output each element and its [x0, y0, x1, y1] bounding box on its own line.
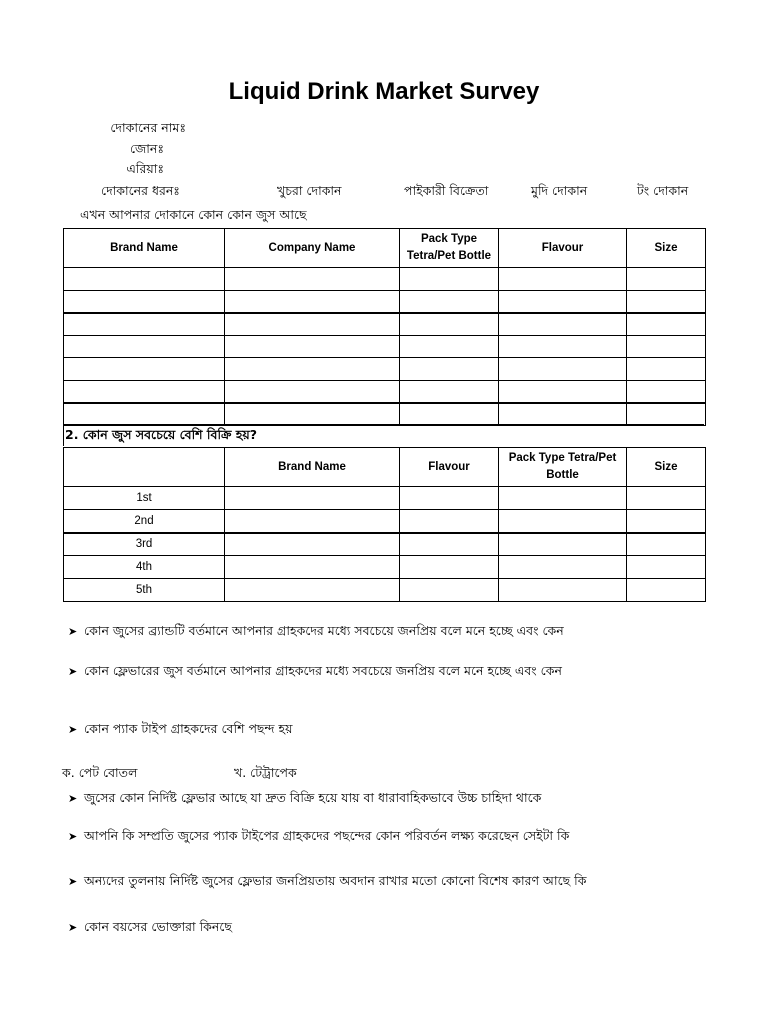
col-brand-name: Brand Name	[225, 448, 400, 487]
shop-type-label: দোকানের ধরনঃ	[101, 183, 180, 198]
rank-cell: 4th	[64, 556, 225, 579]
area-label: এরিয়াঃ	[126, 161, 164, 176]
col-pack-type-line2: Tetra/Pet Bottle	[406, 250, 492, 262]
table-row	[64, 510, 706, 533]
zone-label: জোনঃ	[129, 141, 164, 156]
shop-name-label: দোকানের নামঃ	[110, 120, 186, 135]
company-name-cell[interactable]	[225, 313, 400, 336]
col-flavour: Flavour	[499, 229, 627, 268]
pack-type-cell[interactable]	[400, 336, 499, 358]
col-rank	[64, 448, 225, 487]
col-pack-type	[499, 448, 627, 487]
arrow-bullet-icon: ➤	[68, 792, 78, 805]
col-pack-type-line1: Pack Type	[420, 233, 478, 245]
brand-name-cell[interactable]	[225, 579, 400, 602]
col-size: Size	[627, 229, 706, 268]
brand-name-cell[interactable]	[64, 291, 225, 313]
brand-name-cell[interactable]	[64, 268, 225, 291]
brand-name-cell[interactable]	[64, 381, 225, 403]
arrow-bullet-icon: ➤	[68, 875, 78, 888]
flavour-cell[interactable]	[400, 579, 499, 602]
option-tetra-pack: খ. টেট্রাপেক	[234, 765, 297, 780]
size-cell[interactable]	[627, 358, 706, 381]
size-cell[interactable]	[627, 510, 706, 533]
size-cell[interactable]	[627, 487, 706, 510]
question-text: জুসের কোন নির্দিষ্ট ফ্লেভার আছে যা দ্রুত বিক্রি হয়ে যায় বা ধারাবাহিকভাবে উচ্চ চাহিদা থাকে	[84, 790, 542, 805]
rank-cell: 5th	[64, 579, 225, 602]
table-row	[64, 556, 706, 579]
table-header-row	[64, 229, 706, 268]
shop-type-stall: টং দোকান	[637, 183, 689, 198]
size-cell[interactable]	[627, 381, 706, 403]
col-flavour: Flavour	[400, 448, 499, 487]
size-cell[interactable]	[627, 403, 706, 426]
pack-type-cell[interactable]	[400, 313, 499, 336]
rank-cell: 3rd	[64, 533, 225, 556]
company-name-cell[interactable]	[225, 358, 400, 381]
brand-name-cell[interactable]	[225, 510, 400, 533]
table-row	[64, 313, 706, 336]
option-pet-bottle: ক. পেট বোতল	[62, 765, 138, 780]
pack-type-cell[interactable]	[499, 487, 627, 510]
table-row	[64, 268, 706, 291]
flavour-cell[interactable]	[499, 381, 627, 403]
col-brand-name: Brand Name	[64, 229, 225, 268]
question-flavour-reason	[68, 872, 587, 891]
col-pack-type	[400, 229, 499, 268]
table-row	[64, 579, 706, 602]
table-row	[64, 487, 706, 510]
pack-type-cell[interactable]	[499, 510, 627, 533]
arrow-bullet-icon: ➤	[68, 921, 78, 934]
question-text: কোন ফ্লেভারের জুস বর্তমানে আপনার গ্রাহকদের মধ্যে সবচেয়ে জনপ্রিয় বলে মনে হচ্ছে এবং কেন	[84, 663, 562, 678]
top-selling-table	[63, 447, 706, 602]
pack-type-cell[interactable]	[400, 358, 499, 381]
question-brand-popularity	[68, 622, 564, 641]
flavour-cell[interactable]	[499, 313, 627, 336]
current-juice-table	[63, 228, 706, 426]
pack-type-cell[interactable]	[400, 268, 499, 291]
company-name-cell[interactable]	[225, 336, 400, 358]
question-fast-selling-flavour	[68, 789, 541, 808]
shop-type-wholesale: পাইকারী বিক্রেতা	[404, 183, 489, 198]
question-consumer-age	[68, 918, 232, 937]
flavour-cell[interactable]	[499, 291, 627, 313]
table-row	[64, 533, 706, 556]
flavour-cell[interactable]	[499, 358, 627, 381]
shop-type-grocery: মুদি দোকান	[531, 183, 588, 198]
brand-name-cell[interactable]	[64, 313, 225, 336]
question-text: কোন প্যাক টাইপ গ্রাহকদের বেশি পছন্দ হয়	[84, 721, 293, 736]
question-pack-change	[68, 827, 569, 846]
q2-prompt: 2. কোন জুস সবচেয়ে বেশি বিক্রি হয়?	[63, 424, 704, 446]
table-row	[64, 381, 706, 403]
flavour-cell[interactable]	[400, 533, 499, 556]
rank-cell: 1st	[64, 487, 225, 510]
pack-type-cell[interactable]	[400, 381, 499, 403]
flavour-cell[interactable]	[499, 403, 627, 426]
size-cell[interactable]	[627, 533, 706, 556]
pack-type-cell[interactable]	[400, 291, 499, 313]
flavour-cell[interactable]	[400, 487, 499, 510]
col-company-name: Company Name	[225, 229, 400, 268]
size-cell[interactable]	[627, 556, 706, 579]
pack-type-cell[interactable]	[499, 556, 627, 579]
table-header-row	[64, 448, 706, 487]
brand-name-cell[interactable]	[64, 336, 225, 358]
size-cell[interactable]	[627, 291, 706, 313]
shop-type-retail: খুচরা দোকান	[277, 183, 342, 198]
size-cell[interactable]	[627, 313, 706, 336]
size-cell[interactable]	[627, 579, 706, 602]
company-name-cell[interactable]	[225, 291, 400, 313]
col-pack-type-line1: Pack Type Tetra/Pet	[508, 452, 617, 464]
pack-type-cell[interactable]	[499, 579, 627, 602]
flavour-cell[interactable]	[499, 336, 627, 358]
flavour-cell[interactable]	[499, 268, 627, 291]
col-pack-type-line2: Bottle	[546, 469, 579, 481]
table-row	[64, 291, 706, 313]
flavour-cell[interactable]	[400, 556, 499, 579]
arrow-bullet-icon: ➤	[68, 665, 78, 678]
question-text: কোন বয়সের ভোক্তারা কিনছে	[84, 919, 232, 934]
company-name-cell[interactable]	[225, 403, 400, 426]
question-text: আপনি কি সম্প্রতি জুসের প্যাক টাইপের গ্রাহকদের পছন্দের কোন পরিবর্তন লক্ষ্য করেছেন সেইটা কি	[84, 828, 570, 843]
brand-name-cell[interactable]	[225, 533, 400, 556]
size-cell[interactable]	[627, 268, 706, 291]
arrow-bullet-icon: ➤	[68, 723, 78, 736]
brand-name-cell[interactable]	[225, 487, 400, 510]
flavour-cell[interactable]	[400, 510, 499, 533]
col-size: Size	[627, 448, 706, 487]
question-flavour-popularity	[68, 662, 562, 681]
arrow-bullet-icon: ➤	[68, 830, 78, 843]
q1-prompt: এখন আপনার দোকানে কোন কোন জুস আছে	[80, 207, 307, 222]
question-text: অন্যদের তুলনায় নির্দিষ্ট জুসের ফ্লেভার জনপ্রিয়তায় অবদান রাখার মতো কোনো বিশেষ কারণ আছে কি	[84, 873, 587, 888]
table-row	[64, 336, 706, 358]
page-title: Liquid Drink Market Survey	[228, 78, 540, 105]
company-name-cell[interactable]	[225, 381, 400, 403]
brand-name-cell[interactable]	[64, 358, 225, 381]
question-text: কোন জুসের ব্র্যান্ডটি বর্তমানে আপনার গ্রাহকদের মধ্যে সবচেয়ে জনপ্রিয় বলে মনে হচ্ছে এবং কেন	[84, 623, 564, 638]
company-name-cell[interactable]	[225, 268, 400, 291]
pack-type-cell[interactable]	[499, 533, 627, 556]
question-pack-preference	[68, 720, 292, 739]
arrow-bullet-icon: ➤	[68, 625, 78, 638]
pack-type-cell[interactable]	[400, 403, 499, 426]
size-cell[interactable]	[627, 336, 706, 358]
table-row	[64, 358, 706, 381]
brand-name-cell[interactable]	[225, 556, 400, 579]
table-row	[64, 403, 706, 426]
rank-cell: 2nd	[64, 510, 225, 533]
brand-name-cell[interactable]	[64, 403, 225, 426]
